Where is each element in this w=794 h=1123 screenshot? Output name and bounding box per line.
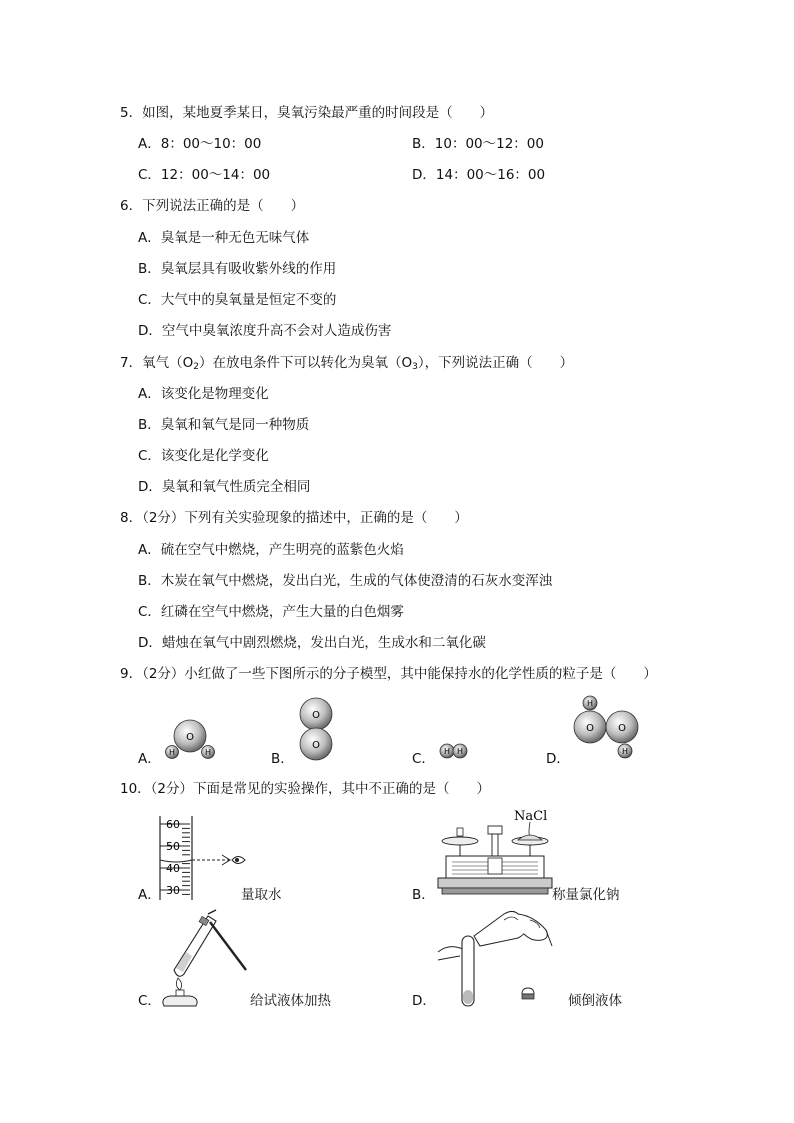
q10-caption-c: 给试液体加热 — [250, 993, 331, 1009]
q7-subscript-2: 2 — [193, 362, 199, 372]
q9-label-d: D． — [546, 751, 570, 767]
q7-stem — [120, 354, 573, 376]
q8-option-a: A．硫在空气中燃烧，产生明亮的蓝紫色火焰 — [138, 542, 404, 558]
q10-label-b: B． — [412, 887, 435, 903]
oxygen-symbol: O — [586, 723, 594, 734]
q9-model-b — [294, 694, 338, 764]
q10-caption-a: 量取水 — [241, 887, 282, 903]
q10-figure-measuring-cylinder — [150, 812, 250, 904]
q10-label-c: C． — [138, 993, 161, 1009]
q10-label-a: A． — [138, 887, 161, 903]
hydrogen-symbol: H — [443, 747, 451, 756]
q6-option-a: A．臭氧是一种无色无味气体 — [138, 230, 310, 246]
q9-model-a — [160, 714, 220, 762]
q5-option-c: C．12：00～14：00 — [138, 167, 271, 183]
q10-figure-balance — [432, 806, 554, 906]
q5-option-a: A．8：00～10：00 — [138, 136, 262, 152]
q7-option-c: C．该变化是化学变化 — [138, 448, 269, 464]
oxygen-symbol: O — [312, 740, 320, 751]
q7-subscript-3: 3 — [412, 362, 418, 372]
oxygen-symbol: O — [312, 710, 320, 721]
q9-stem: 9．（2分）小红做了一些下图所示的分子模型，其中能保持水的化学性质的粒子是（ ） — [120, 666, 657, 682]
q5-option-d: D．14：00～16：00 — [412, 167, 546, 183]
q9-label-a: A． — [138, 751, 161, 767]
hydrogen-symbol: H — [586, 699, 594, 708]
cylinder-tick-30: 30 — [166, 884, 180, 897]
q6-option-c: C．大气中的臭氧量是恒定不变的 — [138, 292, 337, 308]
q5-stem: 5．如图，某地夏季某日，臭氧污染最严重的时间段是（ ） — [120, 105, 494, 121]
stopper-icon — [522, 988, 534, 994]
q9-model-c — [436, 740, 472, 762]
q8-option-d: D．蜡烛在氧气中剧烈燃烧，发出白光，生成水和二氧化碳 — [138, 635, 486, 651]
q6-option-d: D．空气中臭氧浓度升高不会对人造成伤害 — [138, 323, 392, 339]
q6-stem: 6．下列说法正确的是（ ） — [120, 198, 305, 214]
q7-stem-post: ），下列说法正确（ ） — [417, 355, 574, 371]
q6-option-b: B．臭氧层具有吸收紫外线的作用 — [138, 261, 337, 277]
q10-figure-pouring-liquid — [434, 906, 554, 1010]
hydrogen-symbol: H — [621, 747, 629, 756]
nacl-label: NaCl — [514, 809, 548, 824]
q10-label-d: D． — [412, 993, 436, 1009]
cylinder-tick-40: 40 — [166, 862, 180, 875]
q9-model-d — [568, 692, 646, 764]
q5-option-b: B．10：00～12：00 — [412, 136, 544, 152]
q7-option-a: A．该变化是物理变化 — [138, 386, 269, 402]
q7-option-b: B．臭氧和氧气是同一种物质 — [138, 417, 310, 433]
q10-caption-b: 称量氯化钠 — [552, 887, 620, 903]
q10-stem: 10．（2分）下面是常见的实验操作，其中不正确的是（ ） — [120, 781, 491, 797]
cylinder-tick-50: 50 — [166, 840, 180, 853]
oxygen-symbol: O — [186, 732, 194, 743]
hydrogen-symbol: H — [168, 748, 176, 757]
q7-stem-pre: 7．氧气（O — [120, 355, 194, 371]
q8-option-c: C．红磷在空气中燃烧，产生大量的白色烟雾 — [138, 604, 404, 620]
q9-label-c: C． — [412, 751, 435, 767]
q8-option-b: B．木炭在氧气中燃烧，发出白光，生成的气体使澄清的石灰水变浑浊 — [138, 573, 553, 589]
cylinder-tick-60: 60 — [166, 818, 180, 831]
q9-label-b: B． — [271, 751, 294, 767]
hydrogen-symbol: H — [456, 747, 464, 756]
q7-stem-mid: ）在放电条件下可以转化为臭氧（O — [198, 355, 413, 371]
hydrogen-symbol: H — [204, 748, 212, 757]
q7-option-d: D．臭氧和氧气性质完全相同 — [138, 479, 311, 495]
oxygen-symbol: O — [618, 723, 626, 734]
q8-stem: 8．（2分）下列有关实验现象的描述中，正确的是（ ） — [120, 510, 468, 526]
q10-figure-heating-test-tube — [156, 906, 256, 1010]
q10-caption-d: 倾倒液体 — [568, 993, 622, 1009]
